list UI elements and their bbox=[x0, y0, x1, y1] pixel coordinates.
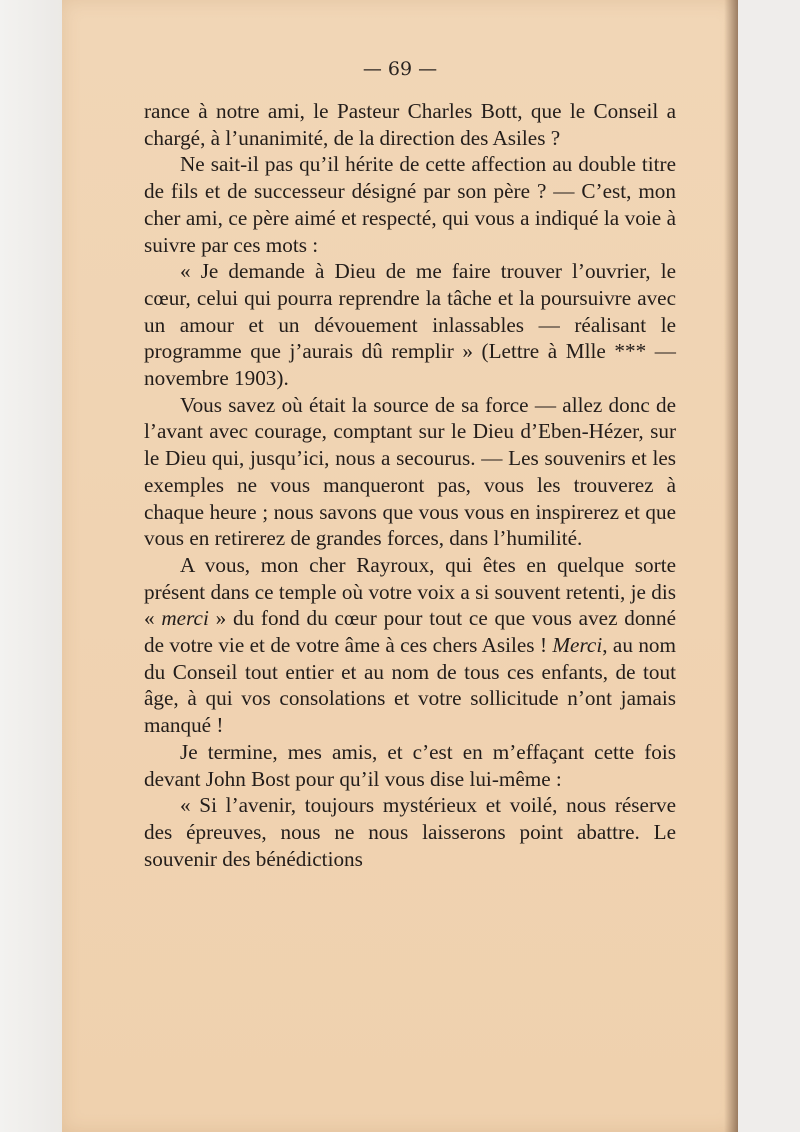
paragraph-rayroux bbox=[144, 552, 676, 739]
text-run: , au nom du Conseil tout entier et au nom de tous ces enfants, de tout âge, à qui vos consolations et votre sollicitude n’ont jamais manqué ! bbox=[144, 633, 676, 738]
paragraph: Ne sait-il pas qu’il hérite de cette affection au double titre de fils et de successeur désigné par son père ? — C’est, mon cher ami, ce père aimé et respecté, qui vous a indiqué la voie à suivre par ces mots : bbox=[144, 152, 676, 257]
paragraph: « Je demande à Dieu de me faire trouver l’ouvrier, le cœur, celui qui pourra reprendre la tâche et la poursuivre avec un amour et un dévouement inlassables — réalisant le programme que j’aurais dû remplir » (Lettre à Mlle *** — novembre 1903). bbox=[144, 259, 676, 391]
paragraph: Je termine, mes amis, et c’est en m’effaçant cette fois devant John Bost pour qu’il vous dise lui-même : bbox=[144, 739, 676, 791]
page-gutter-shadow bbox=[724, 0, 738, 1132]
text-run: » du fond du cœur pour tout ce que vous avez donné de votre vie et de votre âme à ces chers Asiles ! bbox=[144, 606, 677, 658]
paragraph: rance à notre ami, le Pasteur Charles Bott, que le Conseil a chargé, à l’unanimité, de la direction des Asiles ? bbox=[144, 99, 676, 150]
book-page bbox=[62, 0, 738, 1132]
paragraph: « Si l’avenir, toujours mystérieux et voilé, nous réserve des épreuves, nous ne nous laisserons point abattre. Le souvenir des bénédictions bbox=[144, 793, 676, 871]
body-text bbox=[144, 98, 676, 872]
paragraph: Vous savez où était la source de sa force — allez donc de l’avant avec courage, comptant sur le Dieu d’Eben-Hézer, sur le Dieu qui, jusqu’ici, nous a secourus. — Les souvenirs et les exemples ne vous manqueront pas, vous les trouverez à chaque heure ; nous savons que vous vous en inspirerez et que vous en retirerez de grandes forces, dans l’humilité. bbox=[144, 392, 676, 551]
scan-margin-right bbox=[738, 0, 800, 1132]
italic-word: merci bbox=[161, 606, 209, 631]
italic-word: Merci bbox=[552, 633, 603, 658]
text-run: A vous, mon cher Rayroux, qui êtes en quelque sorte présent dans ce temple où votre voix a si souvent retenti, je dis « bbox=[144, 552, 676, 631]
page-number: — 69 — bbox=[362, 58, 438, 80]
scan-margin-left bbox=[0, 0, 62, 1132]
